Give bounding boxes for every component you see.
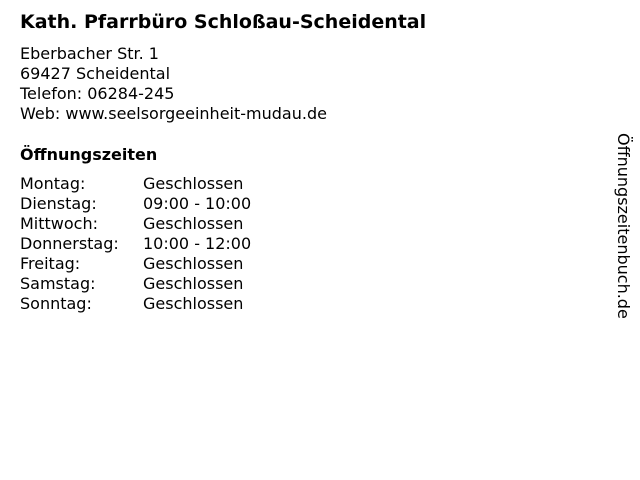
hours-day: Mittwoch: xyxy=(20,214,98,233)
hours-time: Geschlossen xyxy=(143,174,244,193)
city-line: 69427 Scheidental xyxy=(20,64,171,83)
website-line: Web: www.seelsorgeeinheit-mudau.de xyxy=(20,104,327,123)
address-block xyxy=(20,44,327,124)
hours-row-wednesday xyxy=(20,214,251,234)
hours-row-tuesday xyxy=(20,194,251,214)
site-watermark xyxy=(612,133,634,336)
hours-day: Samstag: xyxy=(20,274,96,293)
hours-row-thursday xyxy=(20,234,251,254)
opening-hours-heading: Öffnungszeiten xyxy=(20,145,158,164)
hours-time: Geschlossen xyxy=(143,214,244,233)
hours-day: Dienstag: xyxy=(20,194,97,213)
hours-time: 09:00 - 10:00 xyxy=(143,194,252,213)
phone-line: Telefon: 06284-245 xyxy=(20,84,175,103)
hours-day: Freitag: xyxy=(20,254,81,273)
hours-row-saturday xyxy=(20,274,251,294)
business-name: Kath. Pfarrbüro Schloßau-Scheidental xyxy=(20,11,427,33)
opening-hours-table xyxy=(20,174,251,314)
hours-day: Montag: xyxy=(20,174,86,193)
hours-day: Sonntag: xyxy=(20,294,92,313)
hours-row-monday xyxy=(20,174,251,194)
street-address: Eberbacher Str. 1 xyxy=(20,44,159,63)
hours-time: 10:00 - 12:00 xyxy=(143,234,252,253)
site-watermark-text: Öffnungszeitenbuch.de xyxy=(614,133,633,319)
hours-day: Donnerstag: xyxy=(20,234,119,253)
hours-time: Geschlossen xyxy=(143,294,244,313)
hours-time: Geschlossen xyxy=(143,254,244,273)
hours-row-sunday xyxy=(20,294,251,314)
hours-time: Geschlossen xyxy=(143,274,244,293)
hours-row-friday xyxy=(20,254,251,274)
